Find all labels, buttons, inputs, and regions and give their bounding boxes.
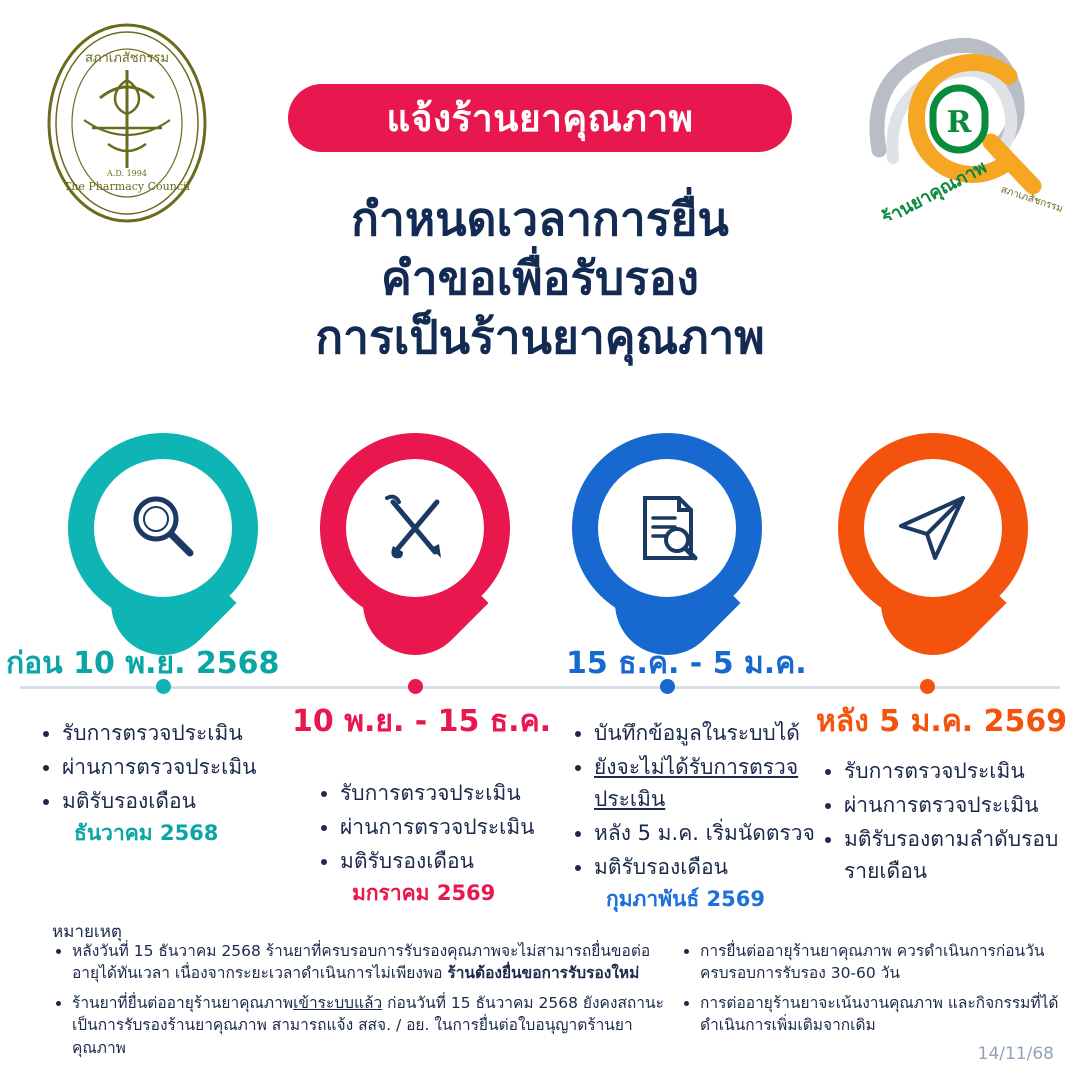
svg-text:สภาเภสัชกรรม: สภาเภสัชกรรม <box>85 51 169 66</box>
list-item <box>340 846 568 910</box>
list-item: • รับการตรวจประเมิน <box>844 756 1060 788</box>
page-title-line-1: กำหนดเวลาการยื่น <box>351 192 729 246</box>
note-item: • ร้านยาที่ยื่นต่ออายุร้านยาคุณภาพเข้าระบบแล้ว ก่อนวันที่ 15 ธันวาคม 2568 ยังคงสถานะเป็นการรับรองร้านยาคุณภาพ สามารถแจ้ง สสจ. / อย. ในการยื่นต่อใบอนุญาตร้านยาคุณภาพ <box>72 992 672 1059</box>
list-item: • บันทึกข้อมูลในระบบได้ <box>594 718 834 750</box>
list-item: • หลัง 5 ม.ค. เริ่มนัดตรวจ <box>594 818 834 850</box>
magnifier-icon <box>94 459 232 597</box>
announcement-badge-label: แจ้งร้านยาคุณภาพ <box>386 96 694 140</box>
announcement-badge <box>288 84 792 152</box>
note-emphasis-underline: เข้าระบบแล้ว <box>293 993 383 1012</box>
svg-text:The Pharmacy Council: The Pharmacy Council <box>64 180 190 193</box>
notes-right-column <box>680 940 1060 1044</box>
list-item: • ผ่านการตรวจประเมิน <box>62 752 290 784</box>
note-emphasis: ร้านต้องยื่นขอการรับรองใหม่ <box>447 964 640 983</box>
svg-text:R: R <box>946 105 972 140</box>
step-title-1: ก่อน 10 พ.ย. 2568 <box>6 646 280 681</box>
list-item: • รับการตรวจประเมิน <box>62 718 290 750</box>
step-title-2: 10 พ.ย. - 15 ธ.ค. <box>292 704 552 739</box>
step-list-2 <box>318 778 568 912</box>
list-item <box>594 852 834 916</box>
page-title <box>190 190 890 367</box>
list-item <box>62 786 290 850</box>
document-search-icon <box>598 459 736 597</box>
step-list-3 <box>572 718 834 917</box>
step-pin-4 <box>838 433 1028 648</box>
svg-text:สภาเภสัชกรรม: สภาเภสัชกรรม <box>999 184 1065 215</box>
page-title-line-2: คำขอเพื่อรับรอง <box>380 250 700 305</box>
svg-text:A.D. 1994: A.D. 1994 <box>107 169 147 178</box>
step-pin-1 <box>68 433 258 648</box>
list-item: • มติรับรองตามลำดับรอบรายเดือน <box>844 824 1060 888</box>
list-item-text: มติรับรองเดือน <box>62 788 197 813</box>
paper-plane-icon <box>864 459 1002 597</box>
notes-title: หมายเหตุ <box>52 922 122 942</box>
list-item: • รับการตรวจประเมิน <box>340 778 568 810</box>
decision-month: มกราคม 2569 <box>352 880 496 905</box>
notes-left-column <box>52 940 672 1066</box>
page-title-line-3: การเป็นร้านยาคุณภาพ <box>315 309 765 364</box>
step-pin-3 <box>572 433 762 648</box>
step-pin-2 <box>320 433 510 648</box>
decision-month: ธันวาคม 2568 <box>74 820 219 845</box>
svg-text:ร้านยาคุณภาพ: ร้านยาคุณภาพ <box>878 156 991 220</box>
timeline-dot-2 <box>408 679 423 694</box>
note-item: • หลังวันที่ 15 ธันวาคม 2568 ร้านยาที่ครบรอบการรับรองคุณภาพจะไม่สามารถยื่นขอต่ออายุได้ทันเวลา เนื่องจากระยะเวลาดำเนินการไม่เพียงพอ ร้านต้องยื่นขอการรับรองใหม่ <box>72 940 672 985</box>
decision-month: กุมภาพันธ์ 2569 <box>606 886 765 911</box>
list-item-underlined: • ยังจะไม่ได้รับการตรวจประเมิน <box>594 752 834 816</box>
pencil-brush-icon <box>346 459 484 597</box>
timeline-dot-4 <box>920 679 935 694</box>
list-item-text: มติรับรองเดือน <box>340 848 475 873</box>
step-title-4: หลัง 5 ม.ค. 2569 <box>816 704 1068 739</box>
note-item: • การต่ออายุร้านยาจะเน้นงานคุณภาพ และกิจกรรมที่ได้ดำเนินการเพิ่มเติมจากเดิม <box>700 992 1060 1037</box>
date-stamp: 14/11/68 <box>977 1044 1054 1064</box>
note-item: • การยื่นต่ออายุร้านยาคุณภาพ ควรดำเนินการก่อนวันครบรอบการรับรอง 30-60 วัน <box>700 940 1060 985</box>
step-list-1 <box>40 718 290 852</box>
step-list-4 <box>822 756 1060 890</box>
list-item: • ผ่านการตรวจประเมิน <box>844 790 1060 822</box>
list-item: • ผ่านการตรวจประเมิน <box>340 812 568 844</box>
list-item-text: มติรับรองเดือน <box>594 854 729 879</box>
step-title-3: 15 ธ.ค. - 5 ม.ค. <box>566 646 807 681</box>
